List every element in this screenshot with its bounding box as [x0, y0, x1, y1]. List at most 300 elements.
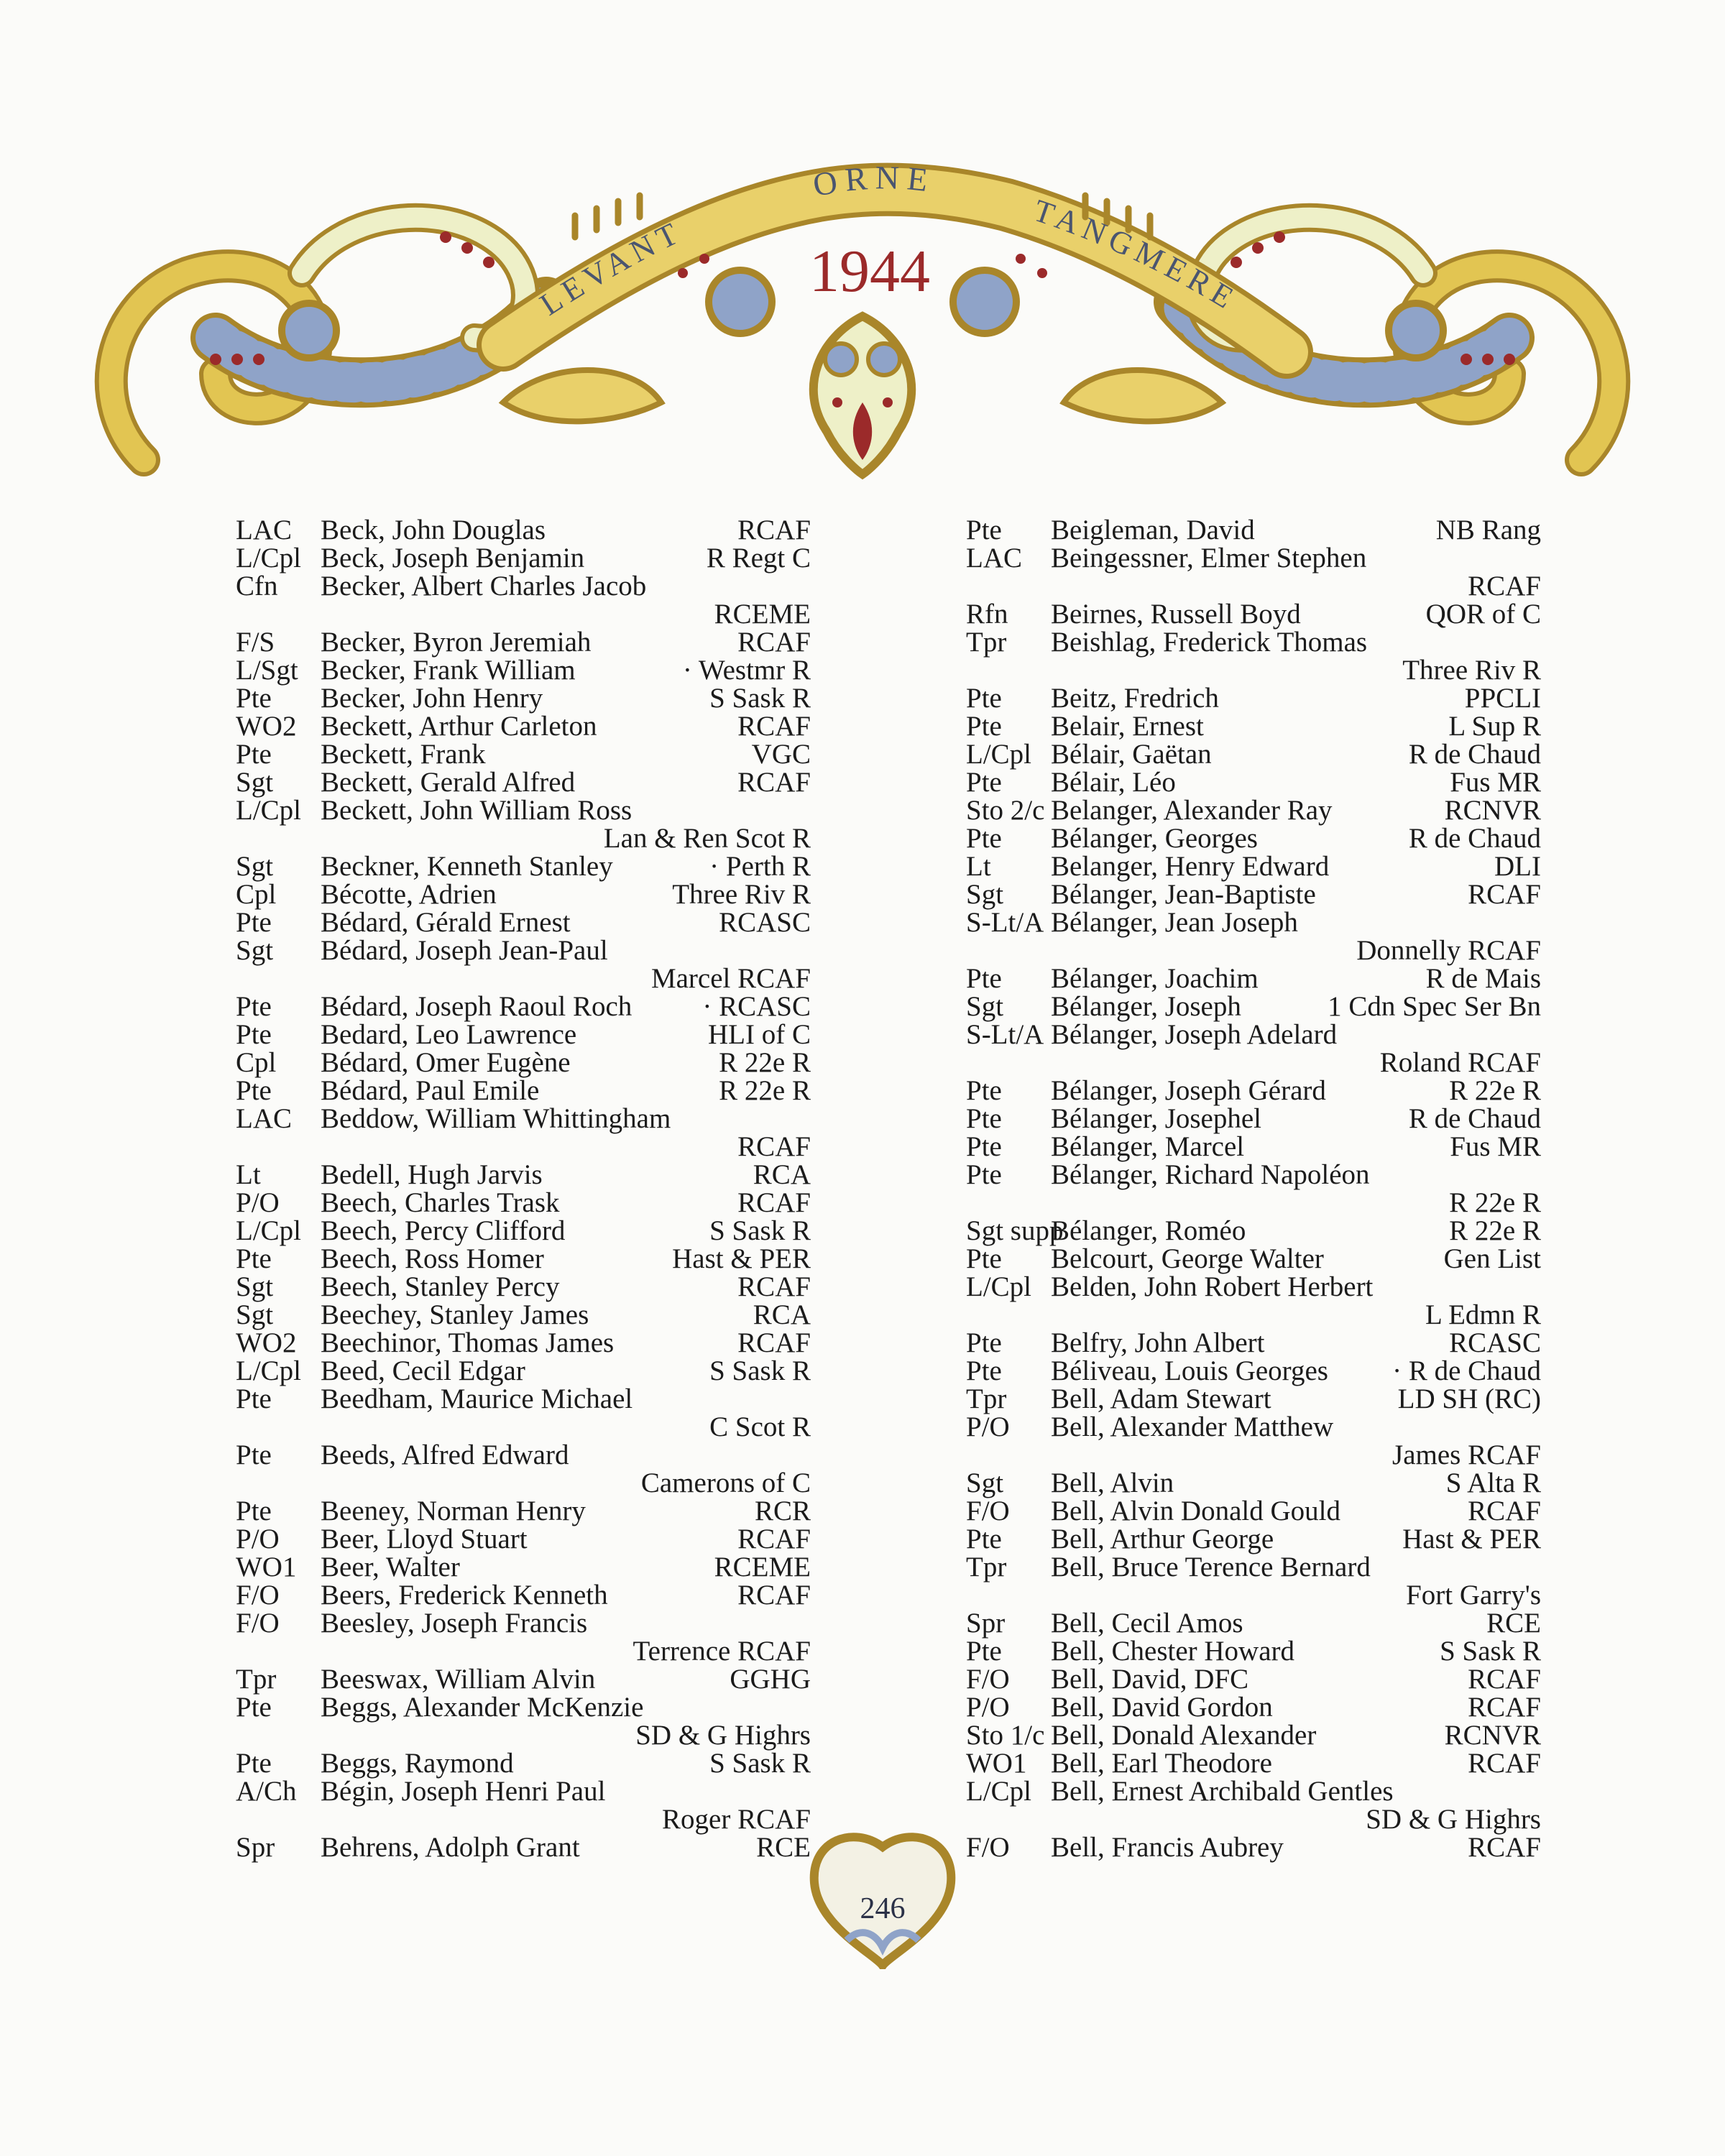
roll-entry	[236, 1329, 811, 1357]
roll-entry	[966, 712, 1541, 740]
unit: 1 Cdn Spec Ser Bn	[1328, 991, 1541, 1022]
rank: Cpl	[236, 879, 277, 910]
person-name: Bédard, Gérald Ernest	[321, 907, 571, 938]
unit: Three Riv R	[1402, 655, 1541, 686]
roll-entry-continuation	[236, 1637, 811, 1665]
unit: S Sask R	[709, 1355, 811, 1386]
rank: Pte	[966, 767, 1002, 798]
roll-entry-continuation	[966, 572, 1541, 600]
person-name: Bell, Earl Theodore	[1051, 1748, 1272, 1779]
rank: L/Cpl	[966, 1271, 1032, 1302]
roll-entry	[966, 768, 1541, 796]
banner-orne-text: ORNE	[810, 159, 937, 204]
person-name: Beckett, Arthur Carleton	[321, 711, 597, 742]
person-name: Bedard, Leo Lawrence	[321, 1019, 577, 1050]
unit: RCASC	[719, 907, 811, 938]
person-name: Bédard, Joseph Jean-Paul	[321, 935, 608, 966]
roll-entry	[966, 1245, 1541, 1273]
person-name: Beck, John Douglas	[321, 515, 546, 545]
unit: RCAF	[737, 767, 811, 798]
person-name: Bell, Ernest Archibald Gentles	[1051, 1776, 1394, 1807]
person-name: Bell, David Gordon	[1051, 1692, 1273, 1723]
roll-entry	[236, 1833, 811, 1861]
unit: Three Riv R	[672, 879, 811, 910]
roll-entry	[236, 684, 811, 712]
person-name: Beckner, Kenneth Stanley	[321, 851, 613, 882]
banner-levant-text: LEVANT	[533, 213, 689, 323]
roll-entry	[236, 796, 811, 824]
page-number-ornament	[796, 1825, 969, 1969]
rank: LAC	[236, 515, 292, 545]
unit: RCNVR	[1444, 795, 1541, 826]
person-name: Beggs, Alexander McKenzie	[321, 1692, 644, 1723]
person-name: Bélair, Gaëtan	[1051, 739, 1212, 770]
roll-entry	[236, 656, 811, 684]
roll-entry-continuation	[966, 1049, 1541, 1077]
rank: Pte	[966, 1524, 1002, 1554]
person-name: Beitz, Fredrich	[1051, 683, 1219, 714]
person-name: Beggs, Raymond	[321, 1748, 514, 1779]
roll-entry-continuation	[236, 1469, 811, 1497]
person-name: Bélanger, Joseph	[1051, 991, 1241, 1022]
rank: L/Cpl	[236, 543, 302, 573]
person-name: Bélanger, Georges	[1051, 823, 1258, 854]
roll-entry-continuation	[966, 1189, 1541, 1217]
unit: RCEME	[714, 1552, 811, 1583]
person-name: Behrens, Adolph Grant	[321, 1832, 580, 1863]
roll-entry	[966, 740, 1541, 768]
rank: Pte	[236, 1243, 272, 1274]
roll-entry	[966, 1133, 1541, 1161]
roll-entry-continuation	[236, 1413, 811, 1441]
rank: Sgt	[966, 879, 1004, 910]
roll-entry	[236, 516, 811, 544]
person-name: Beirnes, Russell Boyd	[1051, 599, 1301, 630]
rank: Sgt	[236, 767, 274, 798]
unit: S Alta R	[1445, 1468, 1541, 1498]
unit: R 22e R	[719, 1075, 811, 1106]
rank: LAC	[236, 1103, 292, 1134]
roll-entry	[236, 1441, 811, 1469]
unit: SD & G Highrs	[635, 1720, 811, 1751]
person-name: Beeds, Alfred Edward	[321, 1439, 569, 1470]
unit: L Sup R	[1448, 711, 1541, 742]
rank: Pte	[966, 711, 1002, 742]
rank: P/O	[966, 1692, 1010, 1723]
unit: C Scot R	[709, 1411, 811, 1442]
unit: R Regt C	[706, 543, 811, 573]
roll-entry	[966, 852, 1541, 880]
roll-entry-continuation	[236, 1805, 811, 1833]
rank: Pte	[966, 683, 1002, 714]
unit: R 22e R	[719, 1047, 811, 1078]
year-heading: 1944	[809, 238, 930, 305]
unit: RCAF	[737, 1524, 811, 1554]
person-name: Belfry, John Albert	[1051, 1327, 1265, 1358]
roll-entry-continuation	[236, 1133, 811, 1161]
rank: Sto 1/c	[966, 1720, 1045, 1751]
unit: R de Chaud	[1408, 739, 1541, 770]
rank: WO1	[236, 1552, 297, 1583]
rank: Pte	[966, 1243, 1002, 1274]
unit: S Sask R	[709, 1748, 811, 1779]
roll-entry	[966, 1077, 1541, 1105]
person-name: Bélanger, Richard Napoléon	[1051, 1159, 1370, 1190]
roll-entry	[236, 1497, 811, 1525]
rank: F/O	[966, 1832, 1010, 1863]
roll-entry	[236, 1385, 811, 1413]
unit: Hast & PER	[672, 1243, 811, 1274]
unit: RCAF	[737, 711, 811, 742]
rank: Spr	[966, 1608, 1006, 1639]
person-name: Beech, Charles Trask	[321, 1187, 560, 1218]
person-name: Beer, Walter	[321, 1552, 460, 1583]
rank: Pte	[966, 515, 1002, 545]
person-name: Béliveau, Louis Georges	[1051, 1355, 1328, 1386]
person-name: Beckett, John William Ross	[321, 795, 632, 826]
rank: Pte	[966, 823, 1002, 854]
person-name: Beechey, Stanley James	[321, 1299, 589, 1330]
unit: Roger RCAF	[662, 1804, 811, 1835]
roll-entry	[236, 1777, 811, 1805]
unit: · R de Chaud	[1392, 1355, 1541, 1386]
unit: NB Rang	[1435, 515, 1541, 545]
roll-entry	[966, 1777, 1541, 1805]
roll-entry	[966, 1217, 1541, 1245]
roll-entry	[966, 1385, 1541, 1413]
rank: Pte	[966, 1327, 1002, 1358]
rank: L/Cpl	[236, 1355, 302, 1386]
unit: R 22e R	[1449, 1187, 1541, 1218]
roll-entry	[966, 628, 1541, 656]
rank: Pte	[236, 1439, 272, 1470]
roll-entry	[966, 1525, 1541, 1553]
unit: R de Chaud	[1408, 823, 1541, 854]
roll-entry	[966, 1497, 1541, 1525]
roll-entry	[966, 1693, 1541, 1721]
unit: R de Mais	[1425, 963, 1541, 994]
roll-entry	[236, 1245, 811, 1273]
unit: Fort Garry's	[1406, 1580, 1541, 1611]
rank: Pte	[236, 683, 272, 714]
roll-entry-continuation	[966, 1805, 1541, 1833]
unit: Camerons of C	[640, 1468, 811, 1498]
unit: Lan & Ren Scot R	[603, 823, 811, 854]
roll-entry	[966, 1749, 1541, 1777]
rank: WO1	[966, 1748, 1027, 1779]
roll-entry	[966, 992, 1541, 1021]
rank: F/O	[236, 1608, 280, 1639]
person-name: Becker, Byron Jeremiah	[321, 627, 592, 658]
unit: RCAF	[737, 1131, 811, 1162]
person-name: Bélanger, Joseph Gérard	[1051, 1075, 1326, 1106]
unit: Donnelly RCAF	[1356, 935, 1541, 966]
roll-entry	[236, 1693, 811, 1721]
unit: · Perth R	[709, 851, 811, 882]
person-name: Belanger, Henry Edward	[1051, 851, 1330, 882]
person-name: Beech, Stanley Percy	[321, 1271, 560, 1302]
rank: Lt	[966, 851, 991, 882]
unit: SD & G Highrs	[1366, 1804, 1541, 1835]
rank: Sto 2/c	[966, 795, 1045, 826]
person-name: Becker, Frank William	[321, 655, 576, 686]
person-name: Bell, Chester Howard	[1051, 1636, 1295, 1667]
roll-entry	[966, 1161, 1541, 1189]
person-name: Bell, Bruce Terence Bernard	[1051, 1552, 1371, 1583]
roll-entry-continuation	[236, 600, 811, 628]
rank: L/Sgt	[236, 655, 298, 686]
unit: RCR	[754, 1496, 811, 1526]
rank: Pte	[236, 1383, 272, 1414]
person-name: Bédard, Joseph Raoul Roch	[321, 991, 632, 1022]
rank: Pte	[966, 1355, 1002, 1386]
roll-entry	[236, 992, 811, 1021]
roll-entry	[236, 1189, 811, 1217]
roll-entry	[236, 1553, 811, 1581]
unit: GGHG	[730, 1664, 811, 1695]
roll-entry	[236, 768, 811, 796]
roll-entry	[966, 1273, 1541, 1301]
roll-entry	[236, 1161, 811, 1189]
unit: R 22e R	[1449, 1215, 1541, 1246]
roll-entry	[236, 628, 811, 656]
person-name: Beech, Percy Clifford	[321, 1215, 566, 1246]
unit: L Edmn R	[1425, 1299, 1541, 1330]
roll-entry	[236, 1581, 811, 1609]
rank: Pte	[966, 1159, 1002, 1190]
person-name: Beesley, Joseph Francis	[321, 1608, 588, 1639]
person-name: Beechinor, Thomas James	[321, 1327, 615, 1358]
unit: R de Chaud	[1408, 1103, 1541, 1134]
person-name: Beckett, Frank	[321, 739, 486, 770]
unit: RCAF	[737, 1187, 811, 1218]
person-name: Bélanger, Jean-Baptiste	[1051, 879, 1316, 910]
rank: Pte	[966, 1075, 1002, 1106]
unit: RCAF	[1468, 879, 1541, 910]
unit: S Sask R	[709, 683, 811, 714]
roll-entry	[966, 600, 1541, 628]
roll-entry	[236, 1609, 811, 1637]
rank: P/O	[236, 1524, 280, 1554]
person-name: Beigleman, David	[1051, 515, 1255, 545]
roll-entry	[236, 1665, 811, 1693]
roll-entry	[966, 1637, 1541, 1665]
person-name: Beingessner, Elmer Stephen	[1051, 543, 1367, 573]
rank: L/Cpl	[236, 1215, 302, 1246]
unit: Marcel RCAF	[650, 963, 811, 994]
unit: R 22e R	[1449, 1075, 1541, 1106]
illuminated-header	[0, 0, 1725, 517]
roll-entry	[966, 824, 1541, 852]
rank: Pte	[966, 963, 1002, 994]
roll-entry	[236, 908, 811, 936]
person-name: Bell, Cecil Amos	[1051, 1608, 1243, 1639]
rank: L/Cpl	[966, 739, 1032, 770]
unit: RCA	[753, 1159, 811, 1190]
person-name: Bédard, Paul Emile	[321, 1075, 540, 1106]
rank: Pte	[236, 1075, 272, 1106]
rank: F/O	[236, 1580, 280, 1611]
person-name: Beck, Joseph Benjamin	[321, 543, 585, 573]
roll-entry	[966, 1833, 1541, 1861]
rank: Tpr	[966, 1383, 1007, 1414]
right-column	[966, 516, 1541, 1861]
person-name: Bell, Alvin	[1051, 1468, 1174, 1498]
person-name: Belden, John Robert Herbert	[1051, 1271, 1374, 1302]
unit: RCAF	[1468, 1496, 1541, 1526]
rank: Pte	[966, 1131, 1002, 1162]
person-name: Bélanger, Jean Joseph	[1051, 907, 1298, 938]
unit: Gen List	[1443, 1243, 1541, 1274]
unit: RCE	[1486, 1608, 1541, 1639]
roll-entry-continuation	[236, 1721, 811, 1749]
rank: Sgt	[966, 991, 1004, 1022]
roll-entry	[236, 544, 811, 572]
person-name: Beishlag, Frederick Thomas	[1051, 627, 1368, 658]
unit: DLI	[1494, 851, 1541, 882]
unit: Fus MR	[1450, 1131, 1541, 1162]
roll-entry	[236, 1021, 811, 1049]
person-name: Bell, David, DFC	[1051, 1664, 1249, 1695]
person-name: Bell, Francis Aubrey	[1051, 1832, 1284, 1863]
unit: RCASC	[1449, 1327, 1541, 1358]
person-name: Becker, John Henry	[321, 683, 543, 714]
person-name: Beech, Ross Homer	[321, 1243, 544, 1274]
roll-entry	[236, 1077, 811, 1105]
person-name: Bell, Donald Alexander	[1051, 1720, 1317, 1751]
person-name: Beer, Lloyd Stuart	[321, 1524, 528, 1554]
rank: Cfn	[236, 571, 278, 602]
roll-entry	[966, 1413, 1541, 1441]
unit: VGC	[751, 739, 811, 770]
roll-entry	[236, 712, 811, 740]
rank: L/Cpl	[236, 795, 302, 826]
rank: S-Lt/A	[966, 1019, 1044, 1050]
roll-entry-continuation	[966, 1581, 1541, 1609]
unit: RCAF	[737, 515, 811, 545]
roll-entry	[236, 1105, 811, 1133]
unit: HLI of C	[708, 1019, 811, 1050]
rank: Sgt	[236, 851, 274, 882]
unit: S Sask R	[1440, 1636, 1541, 1667]
rank: P/O	[236, 1187, 280, 1218]
rank: F/O	[966, 1496, 1010, 1526]
roll-entry	[236, 1525, 811, 1553]
rank: Cpl	[236, 1047, 277, 1078]
rank: WO2	[236, 1327, 297, 1358]
unit: RCA	[753, 1299, 811, 1330]
unit: · RCASC	[702, 991, 811, 1022]
roll-entry	[236, 852, 811, 880]
roll-entry	[966, 1665, 1541, 1693]
person-name: Bédard, Omer Eugène	[321, 1047, 571, 1078]
rank: Tpr	[966, 1552, 1007, 1583]
unit: Hast & PER	[1402, 1524, 1541, 1554]
rank: Pte	[236, 907, 272, 938]
person-name: Bécotte, Adrien	[321, 879, 497, 910]
roll-entry	[966, 1721, 1541, 1749]
roll-entry-continuation	[966, 1301, 1541, 1329]
rank: F/S	[236, 627, 275, 658]
roll-entry-continuation	[966, 1441, 1541, 1469]
rank: F/O	[966, 1664, 1010, 1695]
rank: Spr	[236, 1832, 275, 1863]
person-name: Bell, Arthur George	[1051, 1524, 1274, 1554]
roll-entry	[966, 1469, 1541, 1497]
unit: RCEME	[714, 599, 811, 630]
person-name: Beedham, Maurice Michael	[321, 1383, 633, 1414]
person-name: Bégin, Joseph Henri Paul	[321, 1776, 606, 1807]
unit: James RCAF	[1392, 1439, 1541, 1470]
unit: RCNVR	[1444, 1720, 1541, 1751]
person-name: Bell, Alvin Donald Gould	[1051, 1496, 1340, 1526]
person-name: Beed, Cecil Edgar	[321, 1355, 525, 1386]
roll-entry	[236, 572, 811, 600]
roll-entry	[236, 1301, 811, 1329]
person-name: Beers, Frederick Kenneth	[321, 1580, 608, 1611]
unit: RCAF	[1468, 1748, 1541, 1779]
roll-entry-continuation	[236, 824, 811, 852]
rank: Pte	[236, 1692, 272, 1723]
person-name: Bélanger, Joachim	[1051, 963, 1259, 994]
unit: RCAF	[737, 1271, 811, 1302]
roll-entry	[236, 1049, 811, 1077]
rank: Lt	[236, 1159, 261, 1190]
rank: LAC	[966, 543, 1022, 573]
person-name: Bedell, Hugh Jarvis	[321, 1159, 543, 1190]
roll-entry-continuation	[966, 656, 1541, 684]
roll-entry	[236, 1749, 811, 1777]
roll-entry	[966, 964, 1541, 992]
rank: L/Cpl	[966, 1776, 1032, 1807]
banner-tangmere-text: TANGMERE	[1029, 192, 1245, 318]
unit: RCAF	[1468, 1832, 1541, 1863]
unit: Terrence RCAF	[632, 1636, 811, 1667]
roll-entry	[966, 516, 1541, 544]
unit: RCAF	[737, 627, 811, 658]
rank: P/O	[966, 1411, 1010, 1442]
rank: Pte	[236, 1496, 272, 1526]
person-name: Bell, Adam Stewart	[1051, 1383, 1271, 1414]
person-name: Beeney, Norman Henry	[321, 1496, 586, 1526]
roll-entry	[966, 880, 1541, 908]
person-name: Bélanger, Joseph Adelard	[1051, 1019, 1338, 1050]
roll-entry	[966, 1105, 1541, 1133]
rank: S-Lt/A	[966, 907, 1044, 938]
roll-entry	[236, 880, 811, 908]
unit: RCAF	[737, 1580, 811, 1611]
unit: Roland RCAF	[1379, 1047, 1541, 1078]
roll-entry	[236, 1357, 811, 1385]
unit: Fus MR	[1450, 767, 1541, 798]
roll-entry	[966, 544, 1541, 572]
person-name: Bélanger, Josephel	[1051, 1103, 1262, 1134]
person-name: Beddow, William Whittingham	[321, 1103, 671, 1134]
roll-entry	[236, 740, 811, 768]
roll-entry	[966, 1021, 1541, 1049]
rank: Sgt	[236, 1271, 274, 1302]
unit: RCAF	[1468, 571, 1541, 602]
rank: Pte	[236, 739, 272, 770]
rank: Sgt	[966, 1468, 1004, 1498]
rank: Sgt supp	[966, 1215, 1064, 1246]
roll-entry	[966, 796, 1541, 824]
unit: · Westmr R	[682, 655, 811, 686]
rank: Tpr	[966, 627, 1007, 658]
person-name: Bell, Alexander Matthew	[1051, 1411, 1334, 1442]
roll-entry	[966, 1329, 1541, 1357]
person-name: Bélanger, Roméo	[1051, 1215, 1246, 1246]
